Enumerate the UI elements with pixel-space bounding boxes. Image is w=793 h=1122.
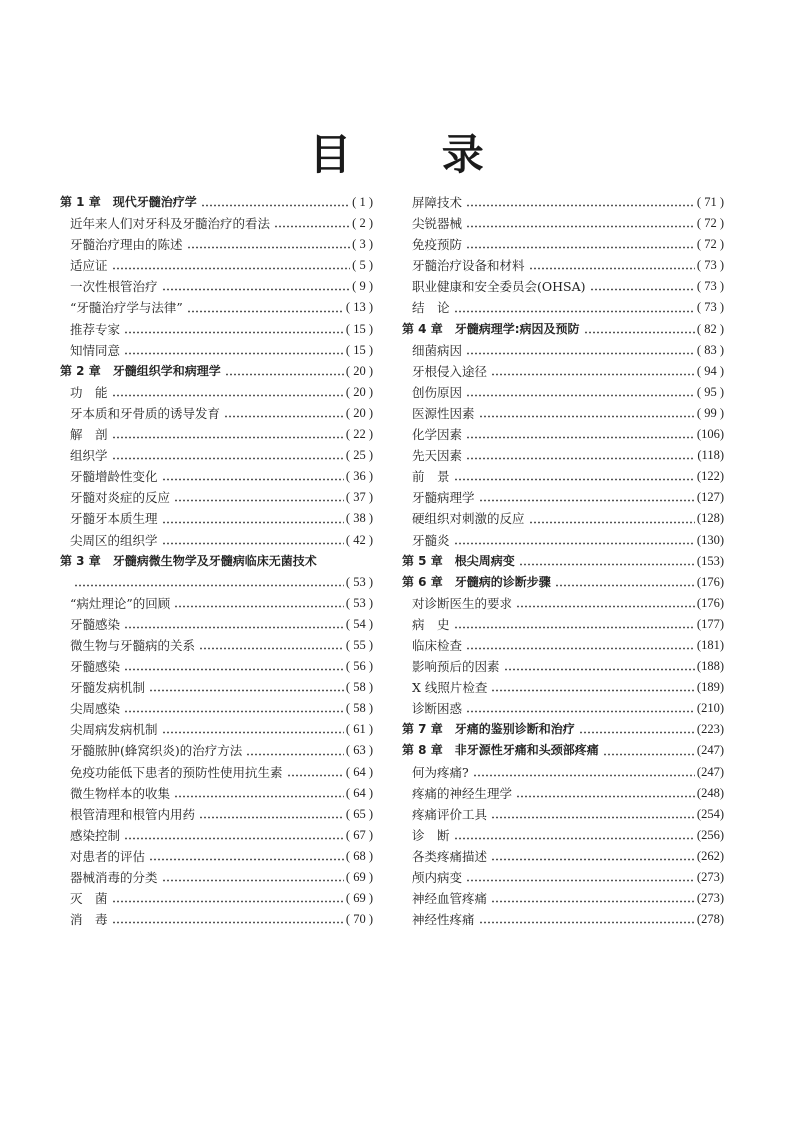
entry-title: 何为疼痛? (412, 764, 469, 780)
entry-title: 职业健康和安全委员会(OHSA) (412, 279, 586, 295)
dot-leader (454, 471, 695, 481)
toc-entry[interactable] (60, 424, 373, 445)
entry-title: 牙髓治疗设备和材料 (412, 258, 525, 274)
entry-title: 免疫预防 (412, 237, 463, 253)
page-number: ( 22 ) (345, 427, 373, 442)
toc-entry[interactable] (60, 403, 373, 424)
page-number: (130) (696, 532, 724, 547)
dot-leader (74, 577, 344, 587)
dot-leader (466, 640, 695, 650)
entry-title: 第 3 章 牙髓病微生物学及牙髓病临床无菌技术 (60, 553, 317, 568)
entry-title: 诊断困惑 (412, 701, 463, 717)
page-number: (188) (696, 659, 724, 674)
toc-entry-continuation (60, 572, 373, 593)
dot-leader (201, 197, 350, 207)
entry-title: 第 8 章 非牙源性牙痛和头颈部疼痛 (402, 743, 599, 758)
page-number: (106) (696, 427, 724, 442)
toc-chapter[interactable] (60, 192, 373, 213)
page-number: ( 15 ) (345, 342, 373, 357)
toc-entry[interactable] (60, 762, 373, 783)
dot-leader (124, 703, 344, 713)
toc-entry[interactable] (60, 783, 373, 804)
dot-leader (603, 746, 695, 756)
dot-leader (479, 914, 695, 924)
entry-title: 疼痛评价工具 (412, 806, 488, 822)
page-number: ( 9 ) (352, 279, 373, 294)
entry-title: 屏障技术 (412, 195, 463, 210)
page-number: ( 73 ) (696, 258, 724, 273)
entry-title: 牙髓增龄性变化 (70, 469, 158, 485)
toc-entry[interactable] (402, 255, 724, 276)
entry-title: 近年来人们对牙科及牙髓治疗的看法 (70, 216, 271, 232)
page-number: (176) (696, 595, 724, 610)
toc-entry[interactable] (60, 445, 373, 466)
entry-title: 功 能 (70, 384, 108, 400)
entry-title: 神经血管疼痛 (412, 891, 488, 907)
entry-title: 尖周感染 (70, 701, 121, 717)
toc-chapter[interactable] (402, 551, 724, 572)
dot-leader (504, 661, 695, 671)
entry-title: 牙根侵入途径 (412, 363, 488, 379)
toc-entry[interactable] (60, 635, 373, 656)
toc-entry[interactable] (402, 213, 724, 234)
dot-leader (112, 893, 344, 903)
page-number: ( 55 ) (345, 637, 373, 652)
dot-leader (174, 598, 344, 608)
toc-entry[interactable] (402, 276, 724, 297)
toc-entry[interactable] (60, 234, 373, 255)
page-number: ( 69 ) (345, 891, 373, 906)
dot-leader (491, 366, 695, 376)
dot-leader (199, 640, 344, 650)
page-number: (122) (696, 469, 724, 484)
dot-leader (124, 619, 344, 629)
page-number: ( 42 ) (345, 532, 373, 547)
entry-title: X 线照片检查 (412, 680, 488, 696)
toc-entry[interactable] (402, 846, 724, 867)
page-number: ( 71 ) (696, 195, 724, 209)
toc-entry[interactable] (60, 614, 373, 635)
dot-leader (466, 450, 695, 460)
entry-title: 尖锐器械 (412, 216, 463, 232)
entry-title: 推荐专家 (70, 321, 121, 337)
dot-leader (246, 746, 344, 756)
toc-entry[interactable] (402, 424, 724, 445)
toc-entry[interactable] (60, 297, 373, 318)
dot-leader (124, 661, 344, 671)
toc-entry[interactable] (60, 255, 373, 276)
toc-entry[interactable] (402, 804, 724, 825)
toc-entry[interactable] (60, 909, 373, 930)
toc-entry[interactable] (402, 698, 724, 719)
toc-entry[interactable] (402, 445, 724, 466)
entry-title: 牙髓感染 (70, 659, 121, 675)
page-number: ( 25 ) (345, 448, 373, 463)
entry-title: 对诊断医生的要求 (412, 595, 513, 611)
dot-leader (466, 429, 695, 439)
entry-title: 微生物样本的收集 (70, 785, 171, 801)
entry-title: 第 4 章 牙髓病理学:病因及预防 (402, 321, 580, 336)
dot-leader (454, 830, 695, 840)
entry-title: 牙髓治疗理由的陈述 (70, 237, 183, 253)
dot-leader (174, 492, 344, 502)
toc-entry[interactable] (402, 382, 724, 403)
dot-leader (124, 345, 344, 355)
page-number: (262) (696, 848, 724, 863)
page-number: ( 73 ) (696, 279, 724, 294)
page-number: ( 13 ) (345, 300, 373, 315)
entry-title: 牙髓对炎症的反应 (70, 490, 171, 506)
toc-entry[interactable] (60, 656, 373, 677)
page-number: (256) (696, 827, 724, 842)
page-number: (248) (696, 785, 724, 800)
page-number: (247) (696, 764, 724, 779)
toc-entry[interactable] (60, 530, 373, 551)
page-number: ( 73 ) (696, 300, 724, 315)
entry-title: 解 剖 (70, 427, 108, 443)
entry-title: 牙髓炎 (412, 532, 450, 548)
dot-leader (454, 535, 695, 545)
toc-chapter[interactable] (402, 572, 724, 593)
page-number: ( 64 ) (345, 764, 373, 779)
page-number: (118) (697, 448, 724, 463)
dot-leader (225, 366, 344, 376)
toc-entry[interactable] (402, 361, 724, 382)
toc-entry[interactable] (60, 382, 373, 403)
entry-title: 感染控制 (70, 827, 121, 843)
dot-leader (162, 535, 344, 545)
entry-title: 适应证 (70, 258, 108, 274)
page-number: (181) (696, 637, 724, 652)
dot-leader (162, 514, 344, 524)
entry-title: “病灶理论”的回顾 (70, 595, 171, 611)
entry-title: 第 7 章 牙痛的鉴别诊断和治疗 (402, 722, 575, 737)
dot-leader (162, 471, 344, 481)
toc-entry[interactable] (402, 530, 724, 551)
page-number: (153) (696, 553, 724, 568)
entry-title: 消 毒 (70, 912, 108, 928)
toc-entry[interactable] (60, 888, 373, 909)
toc-entry[interactable] (60, 319, 373, 340)
entry-title: 诊 断 (412, 827, 450, 843)
page-number: ( 53 ) (345, 595, 373, 610)
entry-title: 临床检查 (412, 637, 463, 653)
toc-entry[interactable] (60, 340, 373, 361)
toc-entry[interactable] (60, 825, 373, 846)
toc-entry[interactable] (402, 234, 724, 255)
toc-entry[interactable] (402, 593, 724, 614)
entry-title: 尖周病发病机制 (70, 722, 158, 738)
page-number: (189) (696, 680, 724, 695)
page-title: 目 录 (309, 130, 522, 179)
dot-leader (187, 239, 351, 249)
page-number: (223) (696, 722, 724, 737)
page-number: ( 20 ) (345, 384, 373, 399)
toc-entry[interactable] (60, 804, 373, 825)
toc-entry[interactable] (402, 762, 724, 783)
toc-chapter[interactable] (402, 719, 724, 740)
dot-leader (454, 303, 695, 313)
toc-entry[interactable] (402, 867, 724, 888)
toc-entry[interactable] (60, 593, 373, 614)
page-number: (127) (696, 490, 724, 505)
toc-entry[interactable] (402, 192, 724, 213)
entry-title: 牙髓发病机制 (70, 680, 146, 696)
dot-leader (187, 303, 344, 313)
toc-chapter[interactable] (402, 740, 724, 761)
entry-title: 疼痛的神经生理学 (412, 785, 513, 801)
toc-chapter[interactable] (402, 319, 724, 340)
dot-leader (466, 197, 695, 207)
dot-leader (124, 324, 344, 334)
page-number: ( 61 ) (345, 722, 373, 737)
dot-leader (466, 872, 695, 882)
page-number: ( 56 ) (345, 659, 373, 674)
dot-leader (174, 788, 344, 798)
toc-entry[interactable] (402, 508, 724, 529)
dot-leader (491, 682, 695, 692)
page-number: (210) (696, 701, 724, 716)
toc-entry[interactable] (402, 825, 724, 846)
entry-title: 器械消毒的分类 (70, 870, 158, 885)
dot-leader (274, 218, 350, 228)
dot-leader (466, 239, 695, 249)
toc-entry[interactable] (60, 508, 373, 529)
entry-title: “牙髓治疗学与法律” (70, 300, 183, 316)
entry-title: 牙髓感染 (70, 616, 121, 632)
entry-title: 根管清理和根管内用药 (70, 806, 196, 822)
entry-title: 病 史 (412, 616, 450, 632)
dot-leader (529, 260, 695, 270)
entry-title: 尖周区的组织学 (70, 532, 158, 548)
page-number: ( 94 ) (696, 363, 724, 378)
dot-leader (112, 387, 344, 397)
toc-entry[interactable] (402, 466, 724, 487)
entry-title: 组织学 (70, 448, 108, 464)
entry-title: 神经性疼痛 (412, 912, 475, 928)
entry-title: 牙髓脓肿(蜂窝织炎)的治疗方法 (70, 743, 243, 759)
entry-title: 颅内病变 (412, 870, 463, 885)
page-number: (273) (696, 891, 724, 906)
page-number: (247) (696, 743, 724, 758)
dot-leader (590, 281, 695, 291)
dot-leader (112, 429, 344, 439)
page-number: ( 67 ) (345, 827, 373, 842)
entry-title: 结 论 (412, 300, 450, 316)
dot-leader (491, 851, 695, 861)
toc-entry[interactable] (402, 487, 724, 508)
entry-title: 牙髓病理学 (412, 490, 475, 506)
page-number: ( 20 ) (345, 405, 373, 420)
dot-leader (162, 872, 344, 882)
page-number: ( 70 ) (345, 912, 373, 927)
page-number: (278) (696, 912, 724, 927)
page-number: ( 99 ) (696, 405, 724, 420)
toc-entry[interactable] (60, 846, 373, 867)
dot-leader (473, 767, 695, 777)
dot-leader (466, 387, 695, 397)
toc-entry[interactable] (60, 698, 373, 719)
page-number: ( 68 ) (345, 848, 373, 863)
toc-chapter[interactable] (60, 551, 373, 572)
toc-entry[interactable] (60, 276, 373, 297)
dot-leader (112, 914, 344, 924)
toc-entry[interactable] (402, 403, 724, 424)
entry-title: 化学因素 (412, 427, 463, 443)
page-number: ( 83 ) (696, 342, 724, 357)
toc-entry[interactable] (402, 635, 724, 656)
page-number: ( 37 ) (345, 490, 373, 505)
page-number: ( 1 ) (352, 195, 373, 209)
entry-title: 影响预后的因素 (412, 659, 500, 675)
page-number: ( 36 ) (345, 469, 373, 484)
page-number: ( 69 ) (345, 870, 373, 884)
page-number: ( 54 ) (345, 616, 373, 631)
page-number: ( 64 ) (345, 785, 373, 800)
page-number: ( 38 ) (345, 511, 373, 526)
dot-leader (466, 345, 695, 355)
entry-title: 第 1 章 现代牙髓治疗学 (60, 195, 197, 209)
page-number: ( 20 ) (345, 363, 373, 378)
entry-title: 第 2 章 牙髓组织学和病理学 (60, 363, 221, 378)
toc-entry[interactable] (60, 466, 373, 487)
page-number: ( 2 ) (352, 216, 373, 231)
entry-title: 免疫功能低下患者的预防性使用抗生素 (70, 764, 283, 780)
entry-title: 硬组织对刺激的反应 (412, 511, 525, 527)
toc-entry[interactable] (402, 297, 724, 318)
page-number: ( 63 ) (345, 743, 373, 758)
entry-title: 牙本质和牙骨质的诱导发育 (70, 405, 221, 421)
toc-entry[interactable] (402, 909, 724, 930)
dot-leader (519, 556, 695, 566)
toc-entry[interactable] (402, 677, 724, 698)
dot-leader (124, 830, 344, 840)
dot-leader (516, 788, 695, 798)
dot-leader (454, 619, 695, 629)
toc-left-column (60, 192, 373, 930)
toc-entry[interactable] (60, 487, 373, 508)
dot-leader (516, 598, 695, 608)
toc-entry[interactable] (402, 614, 724, 635)
dot-leader (149, 682, 344, 692)
dot-leader (199, 809, 344, 819)
entry-title: 医源性因素 (412, 405, 475, 421)
toc-entry[interactable] (60, 213, 373, 234)
dot-leader (479, 492, 695, 502)
toc-entry[interactable] (402, 656, 724, 677)
dot-leader (584, 324, 695, 334)
toc-entry[interactable] (60, 867, 373, 888)
toc-entry[interactable] (402, 340, 724, 361)
toc-entry[interactable] (402, 888, 724, 909)
page-number: ( 58 ) (345, 701, 373, 716)
page-number: ( 82 ) (696, 321, 724, 336)
page-number: (177) (696, 616, 724, 631)
page-number: ( 53 ) (345, 574, 373, 589)
toc-entry[interactable] (60, 719, 373, 740)
entry-title: 创伤原因 (412, 384, 463, 400)
page-number: ( 58 ) (345, 680, 373, 695)
entry-title: 第 6 章 牙髓病的诊断步骤 (402, 574, 551, 589)
dot-leader (112, 260, 351, 270)
dot-leader (162, 281, 351, 291)
page-number: ( 72 ) (696, 237, 724, 252)
dot-leader (529, 514, 695, 524)
dot-leader (466, 218, 695, 228)
dot-leader (162, 724, 344, 734)
toc-entry[interactable] (60, 740, 373, 761)
dot-leader (491, 809, 695, 819)
page-number: ( 65 ) (345, 806, 373, 821)
dot-leader (112, 450, 344, 460)
page-number: (273) (696, 870, 724, 884)
entry-title: 牙髓牙本质生理 (70, 511, 158, 527)
page-number: ( 72 ) (696, 216, 724, 231)
dot-leader (579, 724, 695, 734)
entry-title: 对患者的评估 (70, 848, 146, 864)
toc-chapter[interactable] (60, 361, 373, 382)
dot-leader (287, 767, 344, 777)
entry-title: 一次性根管治疗 (70, 279, 158, 295)
dot-leader (149, 851, 344, 861)
dot-leader (555, 577, 695, 587)
page-number: ( 5 ) (352, 258, 373, 273)
entry-title: 各类疼痛描述 (412, 848, 488, 864)
page-number: ( 15 ) (345, 321, 373, 336)
dot-leader (479, 408, 695, 418)
dot-leader (491, 893, 695, 903)
dot-leader (224, 408, 344, 418)
entry-title: 微生物与牙髓病的关系 (70, 637, 196, 653)
page-number: (176) (696, 574, 724, 589)
toc-entry[interactable] (402, 783, 724, 804)
page-number: (128) (696, 511, 724, 526)
entry-title: 先天因素 (412, 448, 463, 464)
entry-title: 灭 菌 (70, 891, 108, 907)
page-number: ( 3 ) (352, 237, 373, 252)
entry-title: 前 景 (412, 469, 450, 485)
page-number: ( 95 ) (696, 384, 724, 399)
entry-title: 第 5 章 根尖周病变 (402, 553, 515, 568)
entry-title: 知情同意 (70, 342, 121, 358)
entry-title: 细菌病因 (412, 342, 463, 358)
dot-leader (466, 703, 695, 713)
toc-right-column (402, 192, 724, 930)
page-number: (254) (696, 806, 724, 821)
toc-entry[interactable] (60, 677, 373, 698)
